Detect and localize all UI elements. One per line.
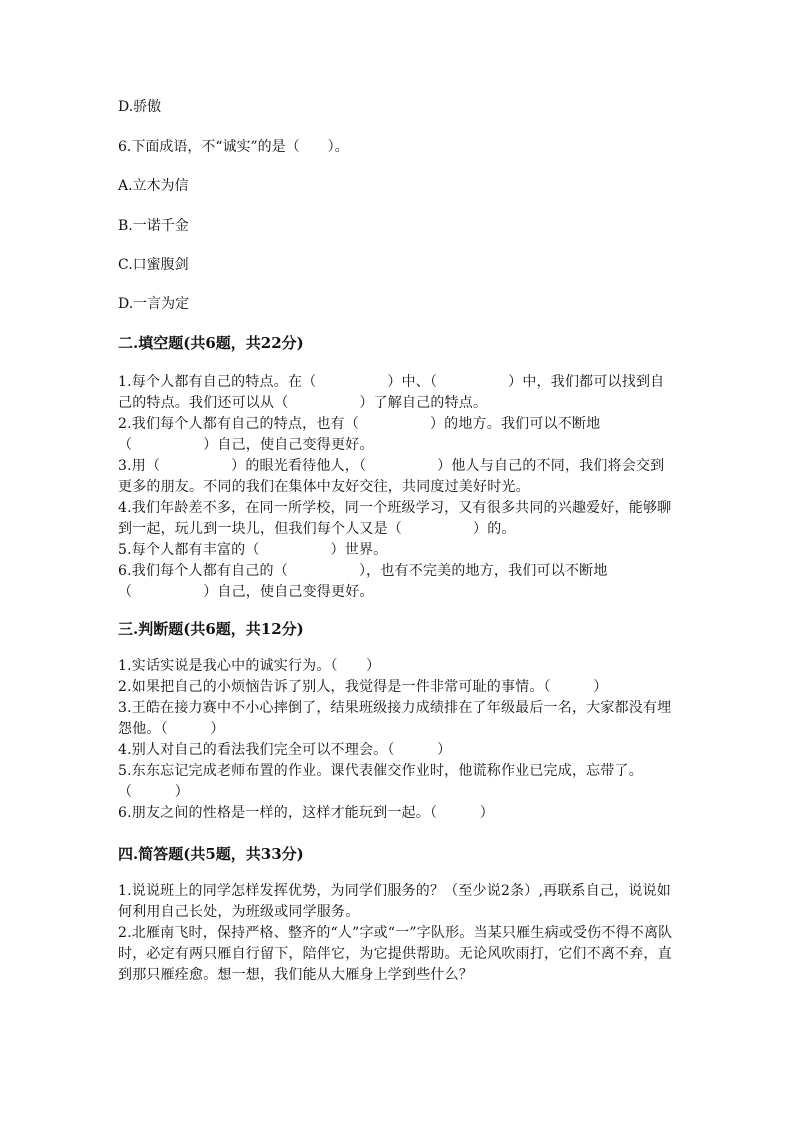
true-false-item-1: 1.实话实说是我心中的诚实行为。（ ） [118, 658, 381, 674]
q6-option-b: B.一诺千金 [118, 218, 189, 234]
q5-option-d: D.骄傲 [118, 99, 162, 115]
true-false-item-3: 3.王皓在接力赛中不小心摔倒了，结果班级接力成绩排在了年级最后一名，大家都没有埋怨他。（ ） [118, 700, 672, 737]
fill-blank-item-3: 3.用（ ）的眼光看待他人，（ ）他人与自己的不同，我们将会交到更多的朋友。不同的我们在集体中友好交往，共同度过美好时光。 [118, 458, 665, 495]
fill-blank-item-2: 2.我们每个人都有自己的特点，也有（ ）的地方。我们可以不断地（ ）自己，使自己变得更好。 [118, 416, 601, 453]
section-heading-fill-blank: 二.填空题(共6题，共22分) [118, 334, 304, 352]
fill-blank-list [118, 372, 678, 603]
q6-stem: 6.下面成语，不“诚实”的是（ ）。 [118, 139, 349, 155]
true-false-item-2: 2.如果把自己的小烦恼告诉了别人，我觉得是一件非常可耻的事情。（ ） [118, 679, 608, 695]
section-heading-short-answer: 四.简答题(共5题，共33分) [118, 845, 304, 863]
true-false-item-6: 6.朋友之间的性格是一样的，这样才能玩到一起。（ ） [118, 805, 494, 821]
short-answer-list [118, 881, 678, 986]
true-false-item-5: 5.东东忘记完成老师布置的作业。课代表催交作业时，他谎称作业已完成，忘带了。（ ） [118, 763, 643, 800]
q6-option-d: D.一言为定 [118, 296, 190, 312]
true-false-item-4: 4.别人对自己的看法我们完全可以不理会。（ ） [118, 742, 452, 758]
section-heading-true-false: 三.判断题(共6题，共12分) [118, 620, 304, 638]
fill-blank-item-4: 4.我们年龄差不多，在同一所学校，同一个班级学习，又有很多共同的兴趣爱好，能够聊到一起，玩儿到一块儿，但我们每个人又是（ ）的。 [118, 500, 672, 537]
q6-option-c: C.口蜜腹剑 [118, 257, 189, 273]
true-false-list [118, 656, 678, 824]
q6-option-a: A.立木为信 [118, 178, 189, 194]
short-answer-item-1: 1.说说班上的同学怎样发挥优势，为同学们服务的？（至少说2条）,再联系自己，说说如何利用自己长处，为班级或同学服务。 [118, 883, 671, 920]
short-answer-item-2: 2.北雁南飞时，保持严格、整齐的“人”字或“一”字队形。当某只雁生病或受伤不得不离队时，必定有两只雁自行留下，陪伴它，为它提供帮助。无论风吹雨打，它们不离不弃，直到那只雁痊愈。想一想，我们能从大雁身上学到些什么？ [118, 925, 673, 983]
fill-blank-item-6: 6.我们每个人都有自己的（ ），也有不完美的地方，我们可以不断地（ ）自己，使自己变得更好。 [118, 563, 608, 600]
fill-blank-item-5: 5.每个人都有丰富的（ ）世界。 [118, 542, 388, 558]
fill-blank-item-1: 1.每个人都有自己的特点。在（ ）中、（ ）中，我们都可以找到自己的特点。我们还可以从（ ）了解自己的特点。 [118, 374, 665, 411]
